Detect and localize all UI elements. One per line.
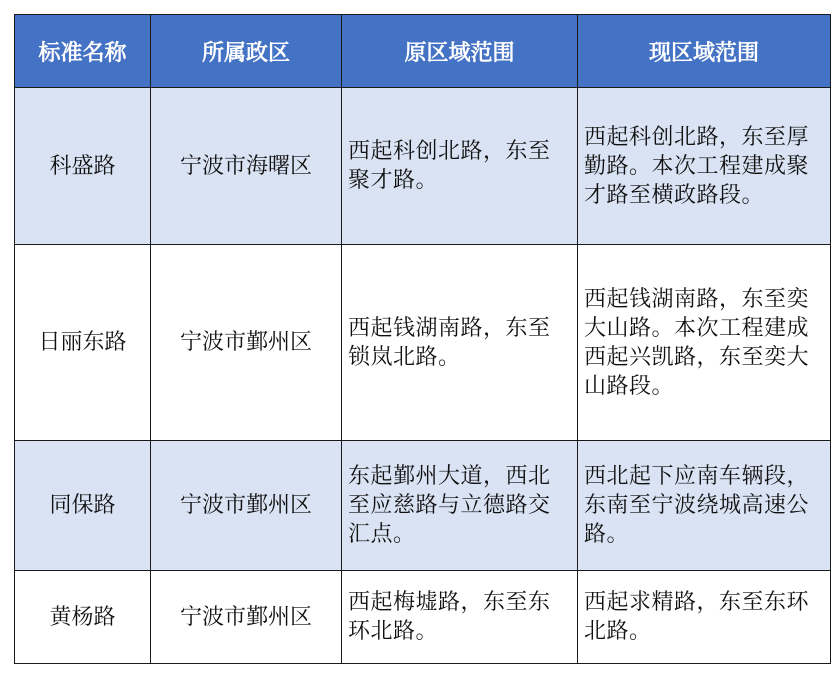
road-name-table bbox=[14, 14, 831, 664]
original-range-cell: 西起梅墟路，东至东环北路。 bbox=[342, 571, 578, 664]
header-district: 所属政区 bbox=[151, 15, 342, 88]
table-row bbox=[15, 441, 831, 571]
road-name-cell: 同保路 bbox=[15, 441, 151, 571]
current-range-cell: 西北起下应南车辆段，东南至宁波绕城高速公路。 bbox=[578, 441, 831, 571]
original-range-cell: 东起鄞州大道，西北至应慈路与立德路交汇点。 bbox=[342, 441, 578, 571]
header-row bbox=[15, 15, 831, 88]
original-range-cell: 西起钱湖南路，东至锁岚北路。 bbox=[342, 245, 578, 441]
header-original-range: 原区域范围 bbox=[342, 15, 578, 88]
table-row bbox=[15, 245, 831, 441]
original-range-cell: 西起科创北路，东至聚才路。 bbox=[342, 88, 578, 245]
district-cell: 宁波市海曙区 bbox=[151, 88, 342, 245]
current-range-cell: 西起求精路，东至东环北路。 bbox=[578, 571, 831, 664]
road-name-cell: 科盛路 bbox=[15, 88, 151, 245]
district-cell: 宁波市鄞州区 bbox=[151, 441, 342, 571]
header-standard-name: 标准名称 bbox=[15, 15, 151, 88]
road-name-cell: 日丽东路 bbox=[15, 245, 151, 441]
header-current-range: 现区域范围 bbox=[578, 15, 831, 88]
table-row bbox=[15, 571, 831, 664]
table-row bbox=[15, 88, 831, 245]
road-name-cell: 黄杨路 bbox=[15, 571, 151, 664]
current-range-cell: 西起科创北路，东至厚勤路。本次工程建成聚才路至横政路段。 bbox=[578, 88, 831, 245]
current-range-cell: 西起钱湖南路，东至奕大山路。本次工程建成西起兴凯路，东至奕大山路段。 bbox=[578, 245, 831, 441]
district-cell: 宁波市鄞州区 bbox=[151, 571, 342, 664]
district-cell: 宁波市鄞州区 bbox=[151, 245, 342, 441]
